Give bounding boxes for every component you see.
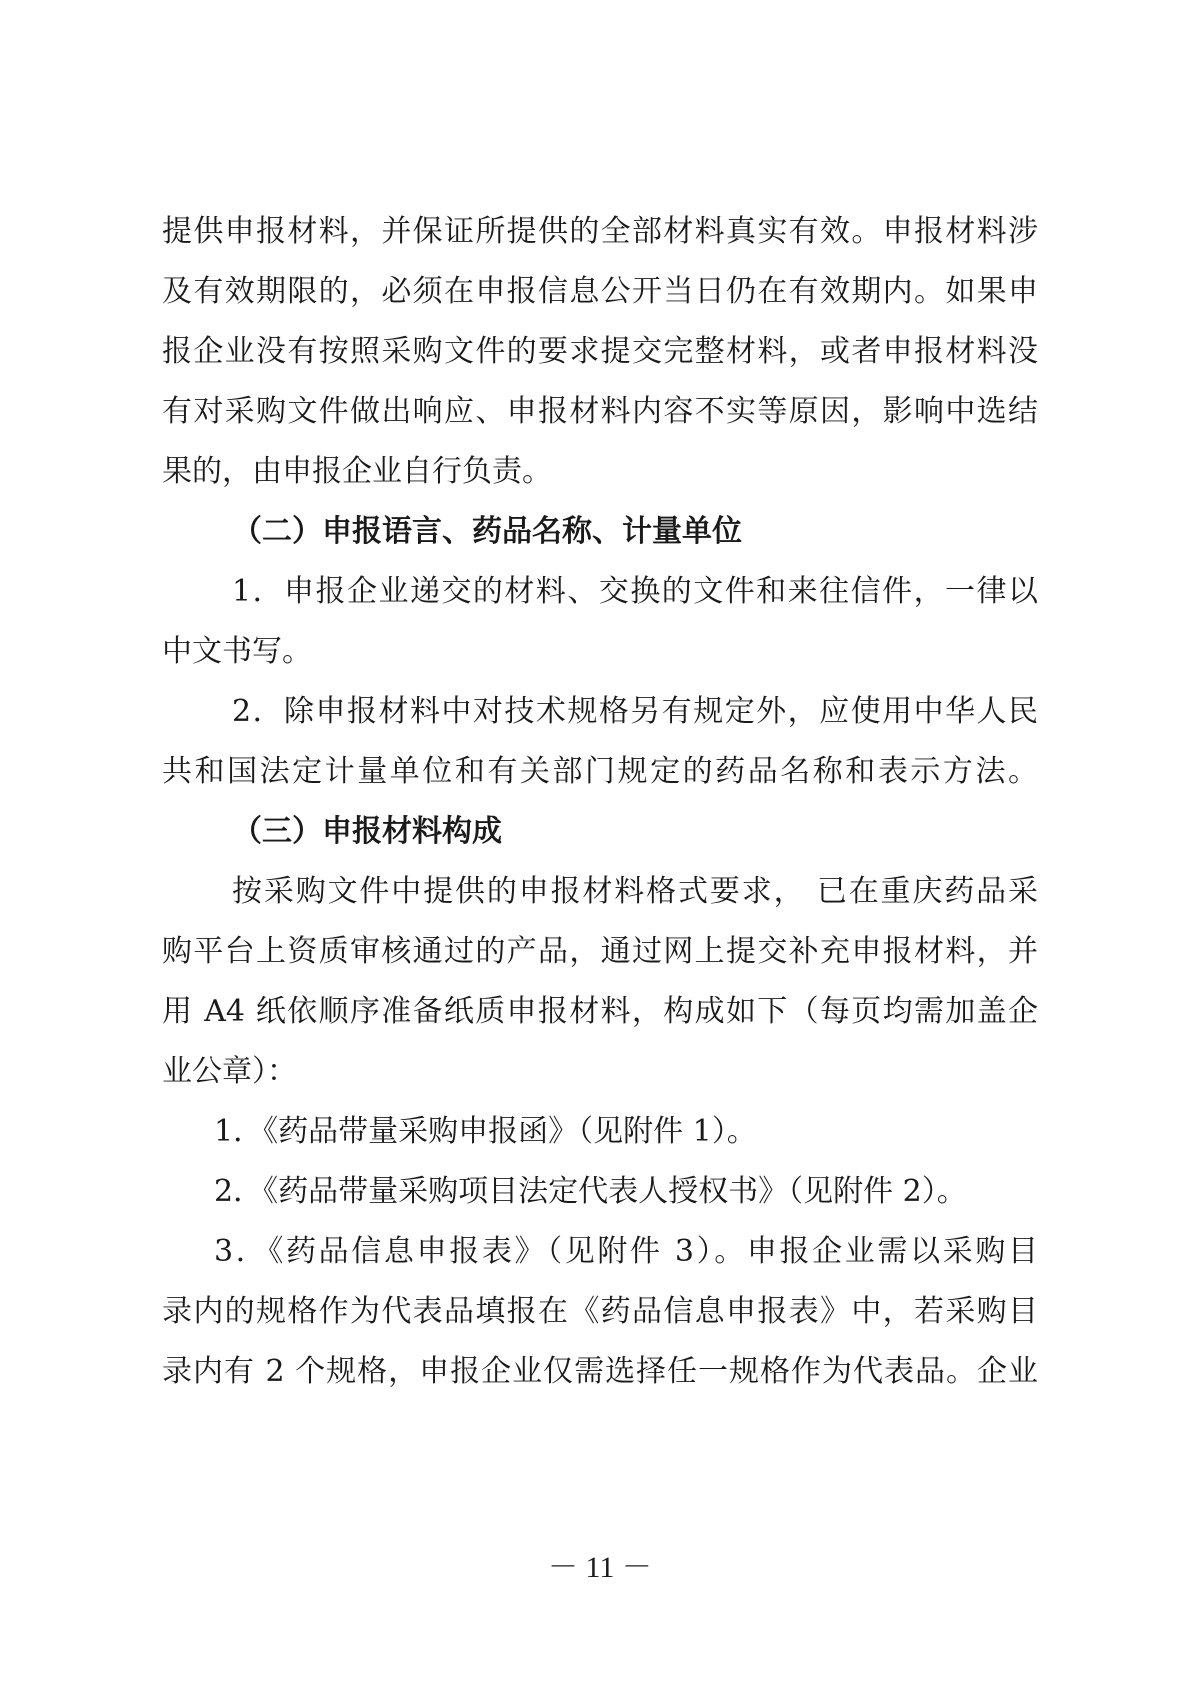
section-3-item-3-line-1: 3．《药品信息申报表》（见附件 3）。申报企业需以采购目 [214,1234,1038,1269]
section-2-item-2-line-1: 2．除申报材料中对技术规格另有规定外，应使用中华人民 [232,694,1038,729]
page-number: － 11 － [548,1551,652,1584]
paragraph-1-line-3: 报企业没有按照采购文件的要求提交完整材料，或者申报材料没 [162,334,1038,369]
section-3-heading: （三）申报材料构成 [232,814,502,849]
section-3-item-2: 2．《药品带量采购项目法定代表人授权书》（见附件 2）。 [214,1174,967,1209]
section-2-item-1-line-2: 中文书写。 [162,634,312,669]
section-3-item-3-line-3: 录内有 2 个规格，申报企业仅需选择任一规格作为代表品。企业 [162,1354,1038,1389]
section-3-intro-line-4: 业公章）： [162,1054,297,1089]
section-3-intro-line-1: 按采购文件中提供的申报材料格式要求， 已在重庆药品采 [232,874,1038,909]
section-3-item-1: 1．《药品带量采购申报函》（见附件 1）。 [214,1114,757,1149]
section-2-heading: （二）申报语言、药品名称、计量单位 [232,514,742,549]
section-3-item-3-line-2: 录内的规格作为代表品填报在《药品信息申报表》中，若采购目 [162,1294,1038,1329]
section-3-intro-line-2: 购平台上资质审核通过的产品，通过网上提交补充申报材料，并 [162,934,1038,969]
paragraph-1-line-2: 及有效期限的，必须在申报信息公开当日仍在有效期内。如果申 [162,274,1038,309]
section-2-item-1-line-1: 1．申报企业递交的材料、交换的文件和来往信件，一律以 [232,574,1038,609]
paragraph-1-line-4: 有对采购文件做出响应、申报材料内容不实等原因，影响中选结 [162,394,1038,429]
section-2-item-2-line-2: 共和国法定计量单位和有关部门规定的药品名称和表示方法。 [162,754,1038,789]
section-3-intro-line-3: 用 A4 纸依顺序准备纸质申报材料，构成如下（每页均需加盖企 [162,994,1038,1029]
paragraph-1-line-5: 果的，由申报企业自行负责。 [162,454,552,489]
paragraph-1-line-1: 提供申报材料，并保证所提供的全部材料真实有效。申报材料涉 [162,214,1038,249]
